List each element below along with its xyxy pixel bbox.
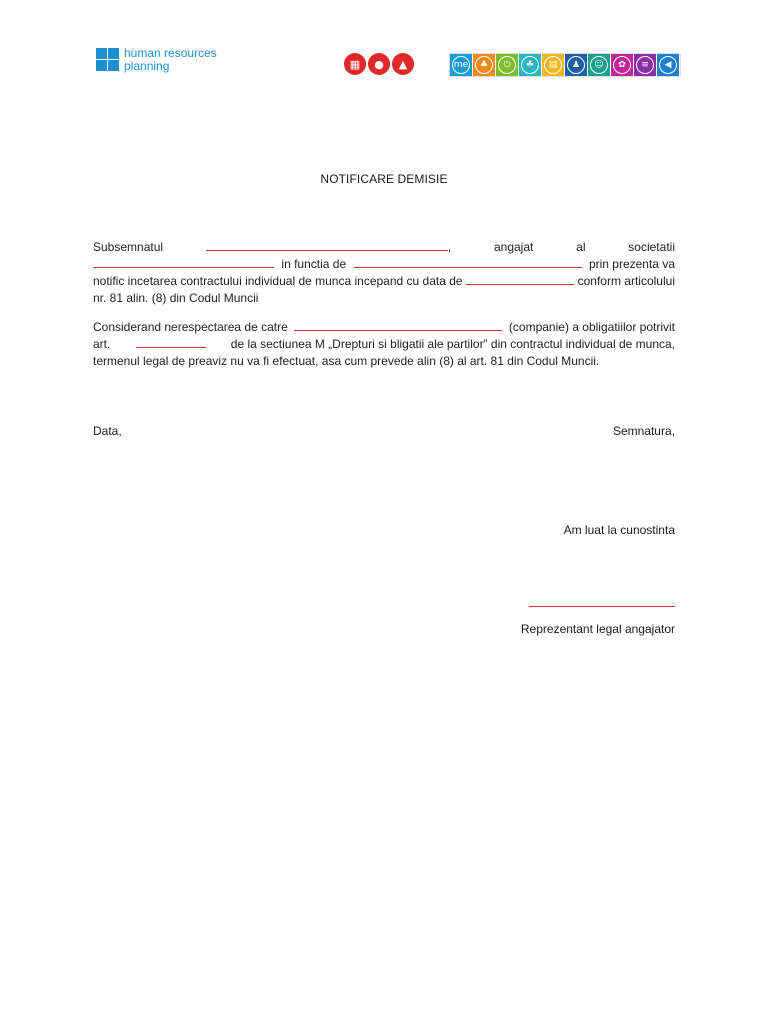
text-considerand: Considerand nerespectarea de catre <box>93 320 288 334</box>
me-icon <box>450 54 472 76</box>
text-article-ref: nr. 81 alin. (8) din Codul Muncii <box>93 291 259 305</box>
list-icon-glyph: ≡ <box>636 56 654 74</box>
people-icon <box>473 54 495 76</box>
date-blank[interactable] <box>466 273 574 285</box>
article-blank[interactable] <box>136 336 206 348</box>
tree-icon-glyph: ☘ <box>521 56 539 74</box>
text-art: art. <box>93 337 111 351</box>
logo-squares-icon <box>96 48 120 72</box>
graduation-cap-icon: ▲ <box>392 53 414 75</box>
paragraph-1 <box>93 239 675 307</box>
megaphone-icon <box>657 54 679 76</box>
text-prin-prezenta: prin prezenta va <box>588 257 675 271</box>
people-icon-glyph: ♣ <box>475 56 493 74</box>
employer-blank[interactable] <box>294 319 502 331</box>
logo-text <box>124 47 217 73</box>
position-blank[interactable] <box>354 256 582 268</box>
power-icon <box>496 54 518 76</box>
text-in-functia-de: in functia de <box>281 257 347 271</box>
user-suit-icon-glyph: ♟ <box>567 56 585 74</box>
text-conform: conform articolului <box>577 274 675 288</box>
document-icon <box>542 54 564 76</box>
list-icon <box>634 54 656 76</box>
document-title: NOTIFICARE DEMISIE <box>320 172 448 186</box>
group-icon <box>611 54 633 76</box>
layout-icon: ▦ <box>344 53 366 75</box>
megaphone-icon-glyph: ◀ <box>659 56 677 74</box>
user-suit-icon <box>565 54 587 76</box>
text-angajat: angajat <box>493 240 534 254</box>
text-termenul: termenul legal de preaviz nu va fi efectuat, asa cum prevede alin (8) al art. 81 din Codul Muncii. <box>93 354 600 368</box>
tree-icon <box>519 54 541 76</box>
text-sectiunea: de la sectiunea M „Drepturi si bligatii ale partilor” din contractul individual de munca, <box>230 337 675 351</box>
company-logo <box>96 46 236 76</box>
text-comma: , <box>447 240 452 254</box>
text-subsemnatul: Subsemnatul <box>93 240 164 254</box>
group-icon-glyph: ✿ <box>613 56 631 74</box>
header-icon-strip <box>449 53 681 77</box>
text-companie: (companie) a obligatiilor potrivit <box>508 320 675 334</box>
name-blank[interactable] <box>206 239 448 251</box>
team-icon <box>588 54 610 76</box>
me-icon-glyph: me <box>452 56 470 74</box>
paragraph-2 <box>93 319 675 370</box>
header-icon-group-red <box>344 53 416 75</box>
text-notific: notific incetarea contractului individual de munca incepand cu data de <box>93 274 463 288</box>
logo-line-2: planning <box>124 59 170 73</box>
person-icon: ● <box>368 53 390 75</box>
document-icon-glyph: ▤ <box>544 56 562 74</box>
logo-line-1: human resources <box>124 46 217 60</box>
text-al: al <box>576 240 586 254</box>
acknowledgement-label: Am luat la cunostinta <box>563 523 675 537</box>
representative-label: Reprezentant legal angajator <box>520 622 675 636</box>
company-blank[interactable] <box>93 256 274 268</box>
signature-label: Semnatura, <box>612 424 675 438</box>
employer-signature-line[interactable] <box>529 606 675 607</box>
power-icon-glyph: ⏻ <box>498 56 516 74</box>
text-societatii: societatii <box>628 240 675 254</box>
team-icon-glyph: ☺ <box>590 56 608 74</box>
date-label: Data, <box>93 424 122 438</box>
